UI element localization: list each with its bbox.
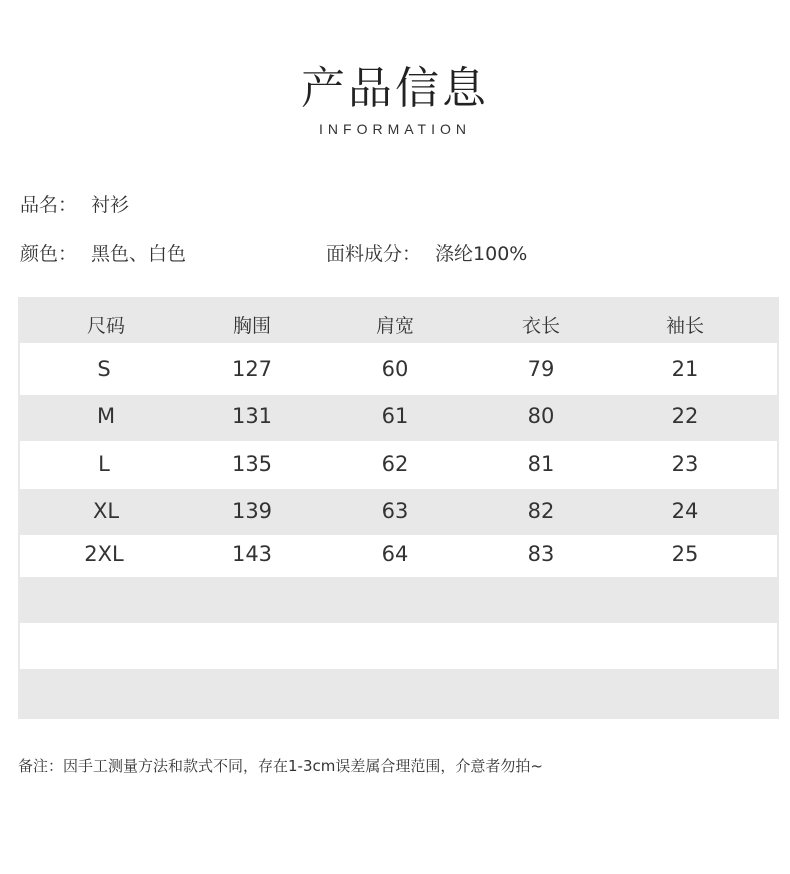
- table-row-empty: [20, 623, 777, 669]
- table-row: [20, 535, 777, 577]
- cell-size: M: [96, 404, 116, 428]
- cell-length: 82: [527, 499, 555, 523]
- cell-size: 2XL: [84, 542, 124, 566]
- header-chest: 胸围: [232, 315, 271, 337]
- cell-chest: 131: [231, 404, 273, 428]
- cell-size: XL: [92, 499, 120, 523]
- page-title: 产品信息: [301, 63, 489, 114]
- cell-shoulder: 60: [381, 357, 409, 381]
- header-size: 尺码: [86, 315, 125, 337]
- cell-chest: 135: [231, 452, 273, 476]
- table-row: [20, 343, 777, 395]
- product-color-row: [20, 242, 186, 266]
- table-row-empty: [18, 577, 779, 623]
- header-sleeve: 袖长: [665, 315, 704, 337]
- cell-sleeve: 24: [671, 499, 699, 523]
- table-row: [18, 489, 779, 535]
- cell-length: 83: [527, 542, 555, 566]
- product-name-value: 衬衫: [91, 194, 130, 216]
- cell-shoulder: 62: [381, 452, 409, 476]
- cell-length: 81: [527, 452, 555, 476]
- table-row: [18, 395, 779, 441]
- table-row-empty: [18, 669, 779, 719]
- cell-size: S: [97, 357, 111, 381]
- cell-shoulder: 64: [381, 542, 409, 566]
- product-color-value: 黑色、白色: [91, 243, 187, 265]
- size-table-header: [18, 297, 779, 343]
- product-material-row: [326, 242, 527, 266]
- cell-sleeve: 23: [671, 452, 699, 476]
- product-material-value: 涤纶100%: [435, 243, 528, 265]
- cell-sleeve: 25: [671, 542, 699, 566]
- cell-length: 79: [527, 357, 555, 381]
- product-name-row: [20, 193, 129, 217]
- cell-chest: 139: [231, 499, 273, 523]
- cell-chest: 143: [231, 542, 273, 566]
- page-subtitle: INFORMATION: [319, 121, 471, 137]
- cell-sleeve: 22: [671, 404, 699, 428]
- cell-shoulder: 63: [381, 499, 409, 523]
- product-name-label: 品名：: [20, 194, 78, 216]
- table-row: [20, 441, 777, 489]
- cell-length: 80: [527, 404, 555, 428]
- cell-shoulder: 61: [381, 404, 409, 428]
- measurement-note: 备注：因手工测量方法和款式不同，存在1-3cm误差属合理范围，介意者勿拍~: [18, 757, 543, 775]
- product-color-label: 颜色：: [20, 243, 78, 265]
- cell-chest: 127: [231, 357, 273, 381]
- size-table: [18, 297, 779, 719]
- header-length: 衣长: [521, 315, 560, 337]
- cell-sleeve: 21: [671, 357, 699, 381]
- cell-size: L: [98, 452, 110, 476]
- product-material-label: 面料成分：: [326, 243, 422, 265]
- header-shoulder: 肩宽: [375, 315, 414, 337]
